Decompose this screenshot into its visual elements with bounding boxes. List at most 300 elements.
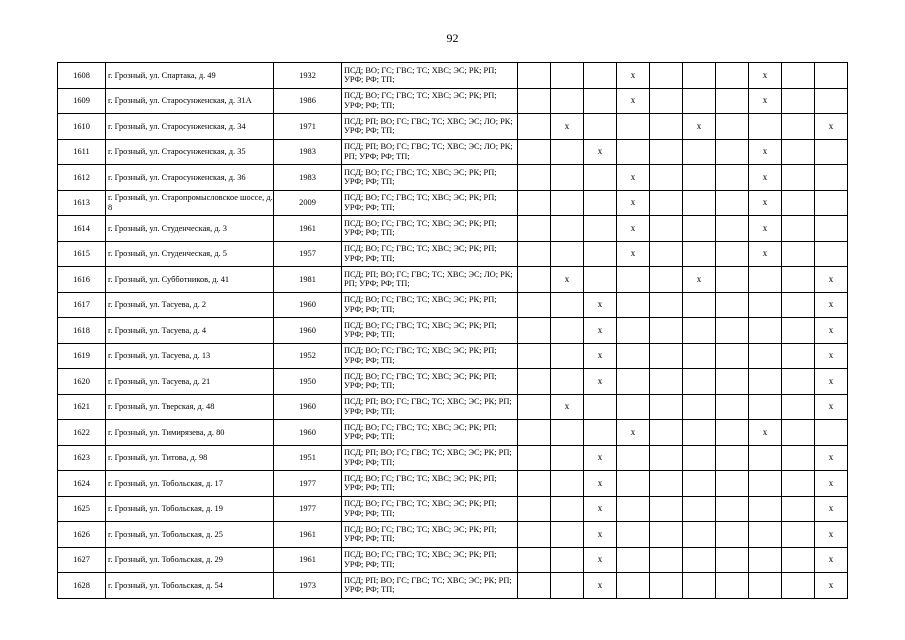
mark-cell: x — [815, 369, 848, 395]
mark-cell — [683, 216, 716, 242]
address-cell: г. Грозный, ул. Тобольская, д. 29 — [106, 547, 274, 573]
mark-cell — [650, 114, 683, 140]
address-cell: г. Грозный, ул. Старосунженская, д. 35 — [106, 139, 274, 165]
mark-cell — [815, 88, 848, 114]
mark-cell — [683, 547, 716, 573]
table-row — [58, 547, 848, 573]
systems-cell: ПСД; РП; ВО; ГС; ГВС; ТС; ХВС; ЭС; ЛО; РК; РП; УРФ; РФ; ТП; — [342, 267, 518, 293]
mark-cell — [782, 318, 815, 344]
address-cell: г. Грозный, ул. Тверская, д. 48 — [106, 394, 274, 420]
row-number: 1622 — [58, 420, 106, 446]
mark-cell — [683, 573, 716, 599]
mark-cell: x — [815, 114, 848, 140]
mark-cell — [617, 343, 650, 369]
year-cell: 1981 — [274, 267, 342, 293]
table-row — [58, 445, 848, 471]
mark-cell — [749, 343, 782, 369]
mark-cell: x — [551, 267, 584, 293]
systems-cell: ПСД; ВО; ГС; ГВС; ТС; ХВС; ЭС; РК; РП; УРФ; РФ; ТП; — [342, 318, 518, 344]
page-number: 92 — [446, 31, 459, 45]
mark-cell: x — [617, 420, 650, 446]
mark-cell: x — [551, 394, 584, 420]
table-row — [58, 292, 848, 318]
mark-cell — [518, 292, 551, 318]
mark-cell — [749, 114, 782, 140]
mark-cell — [617, 318, 650, 344]
mark-cell — [815, 216, 848, 242]
mark-cell — [749, 292, 782, 318]
mark-cell — [716, 165, 749, 191]
table-row — [58, 369, 848, 395]
mark-cell — [650, 547, 683, 573]
row-number: 1624 — [58, 471, 106, 497]
year-cell: 1952 — [274, 343, 342, 369]
systems-cell: ПСД; РП; ВО; ГС; ГВС; ТС; ХВС; ЭС; ЛО; РК; УРФ; РФ; ТП; — [342, 114, 518, 140]
mark-cell — [782, 343, 815, 369]
mark-cell — [551, 522, 584, 548]
table-row — [58, 241, 848, 267]
mark-cell — [650, 496, 683, 522]
mark-cell — [518, 63, 551, 89]
mark-cell — [749, 445, 782, 471]
systems-cell: ПСД; ВО; ГС; ГВС; ТС; ХВС; ЭС; РК; РП; УРФ; РФ; ТП; — [342, 292, 518, 318]
systems-cell: ПСД; ВО; ГС; ГВС; ТС; ХВС; ЭС; РК; РП; УРФ; РФ; ТП; — [342, 88, 518, 114]
mark-cell — [650, 343, 683, 369]
systems-cell: ПСД; РП; ВО; ГС; ГВС; ТС; ХВС; ЭС; ЛО; РК; РП; УРФ; РФ; ТП; — [342, 139, 518, 165]
mark-cell — [584, 165, 617, 191]
mark-cell — [617, 139, 650, 165]
table-row — [58, 343, 848, 369]
mark-cell — [650, 88, 683, 114]
address-cell: г. Грозный, ул. Титова, д. 98 — [106, 445, 274, 471]
mark-cell — [617, 522, 650, 548]
mark-cell: x — [815, 267, 848, 293]
mark-cell: x — [617, 216, 650, 242]
row-number: 1621 — [58, 394, 106, 420]
mark-cell — [782, 88, 815, 114]
mark-cell — [518, 343, 551, 369]
address-cell: г. Грозный, ул. Тобольская, д. 19 — [106, 496, 274, 522]
mark-cell — [617, 267, 650, 293]
address-cell: г. Грозный, ул. Тобольская, д. 17 — [106, 471, 274, 497]
mark-cell — [617, 547, 650, 573]
mark-cell — [749, 573, 782, 599]
table-row — [58, 318, 848, 344]
mark-cell — [782, 522, 815, 548]
mark-cell — [650, 216, 683, 242]
address-cell: г. Грозный, ул. Тимирязева, д. 80 — [106, 420, 274, 446]
mark-cell — [716, 496, 749, 522]
systems-cell: ПСД; ВО; ГС; ГВС; ТС; ХВС; ЭС; РК; РП; УРФ; РФ; ТП; — [342, 63, 518, 89]
mark-cell: x — [749, 139, 782, 165]
mark-cell — [683, 496, 716, 522]
year-cell: 1961 — [274, 522, 342, 548]
mark-cell: x — [749, 190, 782, 216]
mark-cell — [518, 547, 551, 573]
mark-cell — [584, 394, 617, 420]
table-row — [58, 190, 848, 216]
mark-cell — [683, 522, 716, 548]
row-number: 1618 — [58, 318, 106, 344]
mark-cell — [683, 445, 716, 471]
mark-cell — [518, 139, 551, 165]
mark-cell — [518, 114, 551, 140]
housing-registry-table — [57, 62, 848, 599]
mark-cell — [683, 139, 716, 165]
table-row — [58, 522, 848, 548]
row-number: 1613 — [58, 190, 106, 216]
mark-cell — [716, 369, 749, 395]
mark-cell — [650, 63, 683, 89]
row-number: 1614 — [58, 216, 106, 242]
mark-cell — [782, 190, 815, 216]
mark-cell — [584, 241, 617, 267]
mark-cell — [749, 394, 782, 420]
mark-cell — [716, 63, 749, 89]
year-cell: 1957 — [274, 241, 342, 267]
address-cell: г. Грозный, ул. Тасуева, д. 2 — [106, 292, 274, 318]
mark-cell — [584, 88, 617, 114]
mark-cell: x — [617, 165, 650, 191]
mark-cell — [683, 369, 716, 395]
mark-cell: x — [617, 241, 650, 267]
table-row — [58, 267, 848, 293]
mark-cell — [782, 573, 815, 599]
mark-cell — [815, 63, 848, 89]
address-cell: г. Грозный, ул. Студенческая, д. 3 — [106, 216, 274, 242]
mark-cell — [749, 522, 782, 548]
mark-cell: x — [749, 420, 782, 446]
row-number: 1617 — [58, 292, 106, 318]
year-cell: 1960 — [274, 394, 342, 420]
mark-cell: x — [584, 292, 617, 318]
mark-cell — [650, 267, 683, 293]
mark-cell — [551, 369, 584, 395]
row-number: 1620 — [58, 369, 106, 395]
mark-cell — [650, 394, 683, 420]
mark-cell — [551, 292, 584, 318]
mark-cell — [683, 292, 716, 318]
year-cell: 1961 — [274, 547, 342, 573]
mark-cell — [683, 190, 716, 216]
year-cell: 2009 — [274, 190, 342, 216]
mark-cell — [518, 267, 551, 293]
row-number: 1608 — [58, 63, 106, 89]
mark-cell — [683, 318, 716, 344]
mark-cell — [584, 190, 617, 216]
mark-cell — [650, 292, 683, 318]
year-cell: 1977 — [274, 471, 342, 497]
mark-cell: x — [683, 267, 716, 293]
mark-cell — [650, 471, 683, 497]
systems-cell: ПСД; ВО; ГС; ГВС; ТС; ХВС; ЭС; РК; РП; УРФ; РФ; ТП; — [342, 420, 518, 446]
table-row — [58, 63, 848, 89]
mark-cell — [716, 292, 749, 318]
address-cell: г. Грозный, ул. Тасуева, д. 4 — [106, 318, 274, 344]
mark-cell — [683, 420, 716, 446]
mark-cell — [551, 165, 584, 191]
systems-cell: ПСД; РП; ВО; ГС; ГВС; ТС; ХВС; ЭС; РК; РП; УРФ; РФ; ТП; — [342, 573, 518, 599]
address-cell: г. Грозный, ул. Тасуева, д. 21 — [106, 369, 274, 395]
row-number: 1623 — [58, 445, 106, 471]
systems-cell: ПСД; ВО; ГС; ГВС; ТС; ХВС; ЭС; РК; РП; УРФ; РФ; ТП; — [342, 165, 518, 191]
systems-cell: ПСД; ВО; ГС; ГВС; ТС; ХВС; ЭС; РК; РП; УРФ; РФ; ТП; — [342, 369, 518, 395]
mark-cell — [518, 241, 551, 267]
mark-cell: x — [584, 369, 617, 395]
row-number: 1615 — [58, 241, 106, 267]
address-cell: г. Грозный, ул. Старосунженская, д. 34 — [106, 114, 274, 140]
year-cell: 1983 — [274, 139, 342, 165]
mark-cell: x — [815, 496, 848, 522]
table-row — [58, 216, 848, 242]
mark-cell: x — [584, 496, 617, 522]
row-number: 1627 — [58, 547, 106, 573]
systems-cell: ПСД; РП; ВО; ГС; ГВС; ТС; ХВС; ЭС; РК; РП; УРФ; РФ; ТП; — [342, 394, 518, 420]
year-cell: 1983 — [274, 165, 342, 191]
mark-cell — [551, 139, 584, 165]
mark-cell — [782, 445, 815, 471]
mark-cell — [518, 420, 551, 446]
mark-cell: x — [815, 522, 848, 548]
mark-cell: x — [584, 343, 617, 369]
row-number: 1626 — [58, 522, 106, 548]
mark-cell: x — [617, 190, 650, 216]
mark-cell — [650, 573, 683, 599]
year-cell: 1932 — [274, 63, 342, 89]
address-cell: г. Грозный, ул. Тасуева, д. 13 — [106, 343, 274, 369]
row-number: 1610 — [58, 114, 106, 140]
mark-cell — [683, 241, 716, 267]
mark-cell: x — [584, 445, 617, 471]
mark-cell — [716, 114, 749, 140]
mark-cell — [815, 420, 848, 446]
mark-cell — [650, 522, 683, 548]
mark-cell — [716, 241, 749, 267]
mark-cell — [815, 165, 848, 191]
mark-cell — [551, 343, 584, 369]
mark-cell — [782, 165, 815, 191]
mark-cell — [551, 420, 584, 446]
mark-cell — [584, 216, 617, 242]
systems-cell: ПСД; ВО; ГС; ГВС; ТС; ХВС; ЭС; РК; РП; УРФ; РФ; ТП; — [342, 343, 518, 369]
mark-cell — [617, 394, 650, 420]
mark-cell — [551, 471, 584, 497]
mark-cell — [518, 318, 551, 344]
table-row — [58, 420, 848, 446]
registry-body — [58, 63, 848, 599]
mark-cell — [782, 241, 815, 267]
year-cell: 1986 — [274, 88, 342, 114]
mark-cell — [782, 369, 815, 395]
systems-cell: ПСД; ВО; ГС; ГВС; ТС; ХВС; ЭС; РК; РП; УРФ; РФ; ТП; — [342, 241, 518, 267]
mark-cell — [749, 369, 782, 395]
year-cell: 1960 — [274, 420, 342, 446]
year-cell: 1971 — [274, 114, 342, 140]
row-number: 1616 — [58, 267, 106, 293]
mark-cell — [617, 573, 650, 599]
mark-cell — [584, 63, 617, 89]
mark-cell — [518, 190, 551, 216]
mark-cell — [584, 420, 617, 446]
mark-cell — [782, 394, 815, 420]
mark-cell — [716, 139, 749, 165]
mark-cell — [782, 114, 815, 140]
mark-cell — [782, 420, 815, 446]
systems-cell: ПСД; РП; ВО; ГС; ГВС; ТС; ХВС; ЭС; РК; РП; УРФ; РФ; ТП; — [342, 445, 518, 471]
mark-cell — [716, 190, 749, 216]
mark-cell — [518, 445, 551, 471]
mark-cell: x — [815, 343, 848, 369]
mark-cell — [650, 318, 683, 344]
mark-cell: x — [683, 114, 716, 140]
address-cell: г. Грозный, ул. Тобольская, д. 54 — [106, 573, 274, 599]
table-row — [58, 394, 848, 420]
row-number: 1625 — [58, 496, 106, 522]
row-number: 1628 — [58, 573, 106, 599]
mark-cell — [716, 88, 749, 114]
mark-cell: x — [815, 573, 848, 599]
row-number: 1619 — [58, 343, 106, 369]
mark-cell — [749, 318, 782, 344]
mark-cell — [551, 241, 584, 267]
mark-cell — [617, 369, 650, 395]
mark-cell — [749, 496, 782, 522]
mark-cell — [782, 471, 815, 497]
mark-cell: x — [551, 114, 584, 140]
mark-cell — [782, 496, 815, 522]
systems-cell: ПСД; ВО; ГС; ГВС; ТС; ХВС; ЭС; РК; РП; УРФ; РФ; ТП; — [342, 471, 518, 497]
mark-cell: x — [815, 445, 848, 471]
mark-cell — [683, 165, 716, 191]
table-row — [58, 114, 848, 140]
mark-cell — [683, 471, 716, 497]
mark-cell — [683, 394, 716, 420]
year-cell: 1960 — [274, 318, 342, 344]
mark-cell — [716, 318, 749, 344]
mark-cell — [650, 190, 683, 216]
year-cell: 1961 — [274, 216, 342, 242]
row-number: 1612 — [58, 165, 106, 191]
mark-cell — [650, 165, 683, 191]
mark-cell: x — [749, 241, 782, 267]
mark-cell — [617, 445, 650, 471]
mark-cell — [518, 88, 551, 114]
mark-cell: x — [749, 63, 782, 89]
mark-cell — [518, 369, 551, 395]
mark-cell — [782, 292, 815, 318]
mark-cell: x — [617, 63, 650, 89]
mark-cell — [518, 471, 551, 497]
table-row — [58, 139, 848, 165]
mark-cell: x — [815, 394, 848, 420]
mark-cell — [716, 547, 749, 573]
mark-cell — [551, 63, 584, 89]
mark-cell — [617, 496, 650, 522]
mark-cell — [650, 420, 683, 446]
mark-cell — [716, 445, 749, 471]
mark-cell — [683, 88, 716, 114]
mark-cell — [815, 139, 848, 165]
year-cell: 1973 — [274, 573, 342, 599]
systems-cell: ПСД; ВО; ГС; ГВС; ТС; ХВС; ЭС; РК; РП; УРФ; РФ; ТП; — [342, 522, 518, 548]
address-cell: г. Грозный, ул. Спартака, д. 49 — [106, 63, 274, 89]
mark-cell — [782, 63, 815, 89]
mark-cell — [551, 190, 584, 216]
year-cell: 1951 — [274, 445, 342, 471]
address-cell: г. Грозный, ул. Старосунженская, д. 36 — [106, 165, 274, 191]
table-row — [58, 165, 848, 191]
mark-cell — [650, 241, 683, 267]
year-cell: 1950 — [274, 369, 342, 395]
mark-cell — [716, 471, 749, 497]
mark-cell — [749, 547, 782, 573]
address-cell: г. Грозный, ул. Студенческая, д. 5 — [106, 241, 274, 267]
mark-cell — [683, 343, 716, 369]
mark-cell: x — [749, 88, 782, 114]
mark-cell — [551, 547, 584, 573]
mark-cell — [551, 88, 584, 114]
mark-cell: x — [815, 318, 848, 344]
mark-cell: x — [584, 318, 617, 344]
mark-cell: x — [584, 471, 617, 497]
mark-cell — [551, 573, 584, 599]
mark-cell — [716, 522, 749, 548]
year-cell: 1977 — [274, 496, 342, 522]
mark-cell — [650, 369, 683, 395]
systems-cell: ПСД; ВО; ГС; ГВС; ТС; ХВС; ЭС; РК; РП; УРФ; РФ; ТП; — [342, 190, 518, 216]
table-row — [58, 471, 848, 497]
address-cell: г. Грозный, ул. Старопромысловское шоссе, д. 8 — [106, 190, 274, 216]
row-number: 1611 — [58, 139, 106, 165]
mark-cell — [782, 216, 815, 242]
mark-cell — [716, 394, 749, 420]
mark-cell: x — [749, 216, 782, 242]
mark-cell — [518, 165, 551, 191]
table-row — [58, 88, 848, 114]
mark-cell — [551, 496, 584, 522]
mark-cell — [782, 547, 815, 573]
mark-cell — [749, 471, 782, 497]
mark-cell — [518, 216, 551, 242]
mark-cell — [782, 267, 815, 293]
mark-cell: x — [815, 471, 848, 497]
mark-cell — [815, 241, 848, 267]
address-cell: г. Грозный, ул. Субботников, д. 41 — [106, 267, 274, 293]
mark-cell: x — [749, 165, 782, 191]
address-cell: г. Грозный, ул. Тобольская, д. 25 — [106, 522, 274, 548]
mark-cell — [683, 63, 716, 89]
mark-cell: x — [584, 547, 617, 573]
mark-cell — [584, 114, 617, 140]
mark-cell: x — [815, 547, 848, 573]
mark-cell — [650, 139, 683, 165]
mark-cell — [716, 267, 749, 293]
mark-cell — [518, 522, 551, 548]
mark-cell — [716, 420, 749, 446]
table-row — [58, 496, 848, 522]
row-number: 1609 — [58, 88, 106, 114]
year-cell: 1960 — [274, 292, 342, 318]
mark-cell: x — [815, 292, 848, 318]
mark-cell — [518, 573, 551, 599]
mark-cell — [518, 394, 551, 420]
mark-cell — [782, 139, 815, 165]
mark-cell — [716, 216, 749, 242]
mark-cell — [584, 267, 617, 293]
address-cell: г. Грозный, ул. Старосунженская, д. 31А — [106, 88, 274, 114]
mark-cell — [617, 292, 650, 318]
mark-cell — [716, 573, 749, 599]
